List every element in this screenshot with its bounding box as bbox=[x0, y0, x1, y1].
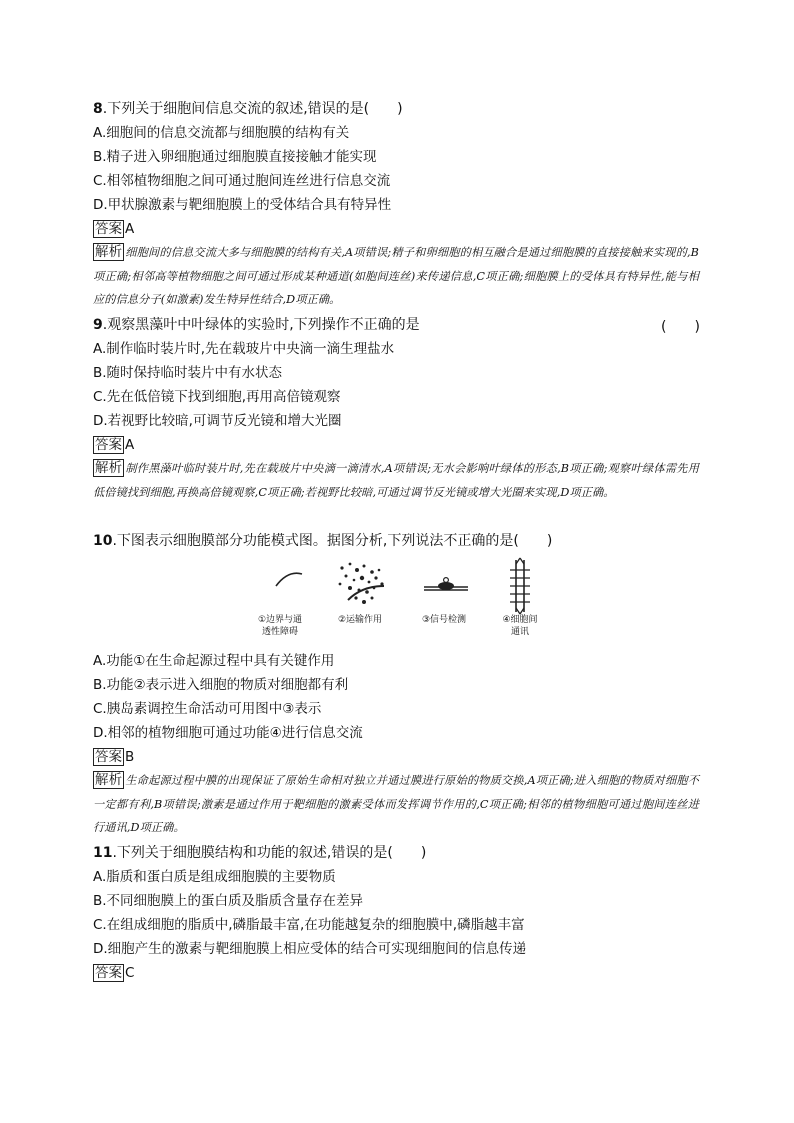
answer-label: 答案 bbox=[95, 221, 122, 237]
transport-particles bbox=[339, 563, 384, 604]
membrane-function-figure bbox=[257, 556, 552, 640]
answer-label: 答案 bbox=[95, 965, 122, 981]
caption-line: 透性障碍 bbox=[261, 627, 298, 637]
boundary-arc bbox=[276, 573, 302, 586]
caption-3 bbox=[412, 614, 476, 626]
question-number: 8 bbox=[93, 101, 103, 117]
analysis-text: 生命起源过程中膜的出现保证了原始生命相对独立并通过膜进行原始的物质交换,A项正确;进入细胞的物质对细胞不一定都有利,B项错误;激素是通过作用于靶细胞的激素受体而发挥调节作用的,C项正确;相邻的植物细胞可通过胞间连丝进行通讯,D项正确。 bbox=[93, 774, 699, 834]
analysis-block bbox=[93, 457, 699, 504]
signal-receptor bbox=[424, 578, 468, 590]
answer-label: 答案 bbox=[95, 437, 122, 453]
answer-paren: ( ) bbox=[661, 319, 700, 335]
analysis-block bbox=[93, 769, 699, 840]
option-b: B.不同细胞膜上的蛋白质及脂质含量存在差异 bbox=[93, 893, 364, 909]
option-b: B.随时保持临时装片中有水状态 bbox=[93, 365, 283, 381]
analysis-text: 制作黑藻叶临时装片时,先在载玻片中央滴一滴清水,A项错误;无水会影响叶绿体的形态,B项正确;观察叶绿体需先用低倍镜找到细胞,再换高倍镜观察,C项正确;若视野比较暗,可通过调节反光镜或增大光圈来实现,D项正确。 bbox=[93, 462, 699, 499]
question-text: .观察黑藻叶中叶绿体的实验时,下列操作不正确的是 bbox=[102, 317, 420, 333]
answer-value: C bbox=[125, 965, 135, 981]
answer-value: A bbox=[125, 437, 135, 453]
caption-line: ③信号检测 bbox=[421, 615, 467, 625]
question-text: .下列关于细胞间信息交流的叙述,错误的是( ) bbox=[102, 101, 403, 117]
answer-value: B bbox=[125, 749, 135, 765]
analysis-label: 解析 bbox=[95, 244, 123, 260]
option-a: A.制作临时装片时,先在载玻片中央滴一滴生理盐水 bbox=[93, 341, 395, 357]
analysis-text: 细胞间的信息交流大多与细胞膜的结构有关,A项错误;精子和卵细胞的相互融合是通过细胞膜的直接接触来实现的,B项正确;相邻高等植物细胞之间可通过形成某种通道(如胞间连丝)来传递信息,C项正确;细胞膜上的受体具有特异性,能与相应的信息分子(如激素)发生特异性结合,D项正确。 bbox=[93, 246, 699, 306]
option-d: D.相邻的植物细胞可通过功能④进行信息交流 bbox=[93, 725, 363, 741]
caption-line: ①边界与通 bbox=[257, 615, 303, 625]
option-b: B.精子进入卵细胞通过细胞膜直接接触才能实现 bbox=[93, 149, 377, 165]
question-11-stem bbox=[93, 844, 426, 862]
answer-label: 答案 bbox=[95, 749, 122, 765]
caption-1 bbox=[248, 614, 312, 638]
caption-2 bbox=[328, 614, 392, 626]
question-text: .下列关于细胞膜结构和功能的叙述,错误的是( ) bbox=[112, 845, 427, 861]
question-10-stem bbox=[93, 532, 552, 550]
answer-value: A bbox=[125, 221, 135, 237]
question-number: 11 bbox=[93, 845, 113, 861]
membrane-diagram bbox=[262, 556, 552, 616]
question-number: 9 bbox=[93, 317, 103, 333]
answer-line bbox=[93, 964, 134, 982]
caption-line: ④细胞间 bbox=[502, 615, 538, 625]
question-9-stem bbox=[93, 316, 420, 334]
caption-4 bbox=[488, 614, 552, 638]
option-c: C.胰岛素调控生命活动可用图中③表示 bbox=[93, 701, 322, 717]
option-a: A.功能①在生命起源过程中具有关键作用 bbox=[93, 653, 335, 669]
option-c: C.先在低倍镜下找到细胞,再用高倍镜观察 bbox=[93, 389, 341, 405]
option-a: A.脂质和蛋白质是组成细胞膜的主要物质 bbox=[93, 869, 336, 885]
option-d: D.细胞产生的激素与靶细胞膜上相应受体的结合可实现细胞间的信息传递 bbox=[93, 941, 527, 957]
answer-line bbox=[93, 436, 134, 454]
cell-junction bbox=[510, 558, 530, 614]
option-c: C.相邻植物细胞之间可通过胞间连丝进行信息交流 bbox=[93, 173, 391, 189]
caption-line: 通讯 bbox=[510, 627, 529, 637]
option-b: B.功能②表示进入细胞的物质对细胞都有利 bbox=[93, 677, 349, 693]
option-c: C.在组成细胞的脂质中,磷脂最丰富,在功能越复杂的细胞膜中,磷脂越丰富 bbox=[93, 917, 525, 933]
analysis-block bbox=[93, 241, 699, 312]
option-a: A.细胞间的信息交流都与细胞膜的结构有关 bbox=[93, 125, 350, 141]
question-number: 10 bbox=[93, 533, 113, 549]
option-d: D.若视野比较暗,可调节反光镜和增大光圈 bbox=[93, 413, 342, 429]
option-d: D.甲状腺激素与靶细胞膜上的受体结合具有特异性 bbox=[93, 197, 392, 213]
analysis-label: 解析 bbox=[95, 460, 123, 476]
question-8-stem bbox=[93, 100, 403, 118]
answer-line bbox=[93, 748, 134, 766]
answer-line bbox=[93, 220, 134, 238]
analysis-label: 解析 bbox=[95, 772, 123, 788]
caption-line: ②运输作用 bbox=[337, 615, 383, 625]
question-text: .下图表示细胞膜部分功能模式图。据图分析,下列说法不正确的是( ) bbox=[112, 533, 553, 549]
